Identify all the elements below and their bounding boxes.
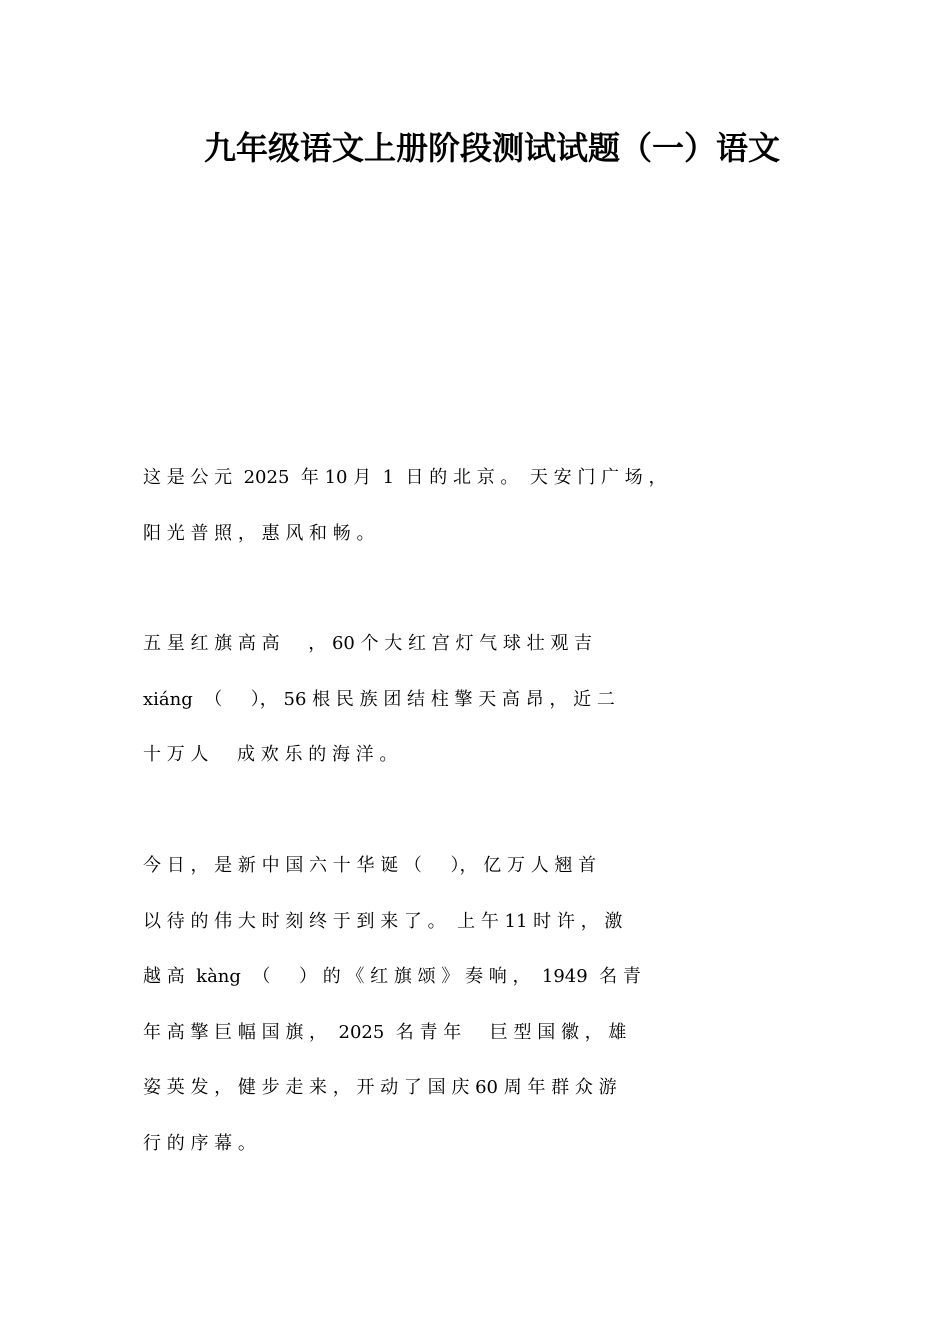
document-body [143, 458, 843, 1235]
text-line: 这 是 公 元 2025 年 10 月 1 日 的 北 京 。 天 安 门 广 场 ， [143, 467, 667, 488]
text-line: 姿 英 发 ， 健 步 走 来 ， 开 动 了 国 庆 60 周 年 群 众 游 [143, 1077, 617, 1099]
paragraph-2 [143, 624, 843, 791]
title-container [204, 124, 844, 172]
paragraph-3 [143, 846, 843, 1180]
text-line: 越 高 kàng （ ） 的 《 红 旗 颂 》 奏 响 ， 1949 名 青 [143, 966, 641, 988]
text-line: 今 日 ， 是 新 中 国 六 十 华 诞 （ ）， 亿 万 人 翘 首 [143, 854, 597, 876]
text-line: 五 星 红 旗 高 高 ， 60 个 大 红 宫 灯 气 球 壮 观 吉 [143, 633, 593, 655]
text-line: 以 待 的 伟 大 时 刻 终 于 到 来 了 。 上 午 11 时 许 ， 激 [143, 910, 623, 932]
text-line: 行 的 序 幕 。 [143, 1132, 256, 1154]
text-line: 年 高 擎 巨 幅 国 旗 ， 2025 名 青 年 巨 型 国 徽 ， 雄 [143, 1021, 627, 1043]
paragraph-1 [143, 458, 843, 569]
text-line: xiáng （ ）， 56 根 民 族 团 结 柱 擎 天 高 昂 ， 近 二 [143, 688, 615, 710]
text-line: 十 万 人 成 欢 乐 的 海 洋 。 [143, 744, 398, 766]
text-line: 阳 光 普 照 ， 惠 风 和 畅 。 [143, 522, 375, 544]
document-title: 九年级语文上册阶段测试试题（一）语文 [204, 129, 781, 167]
